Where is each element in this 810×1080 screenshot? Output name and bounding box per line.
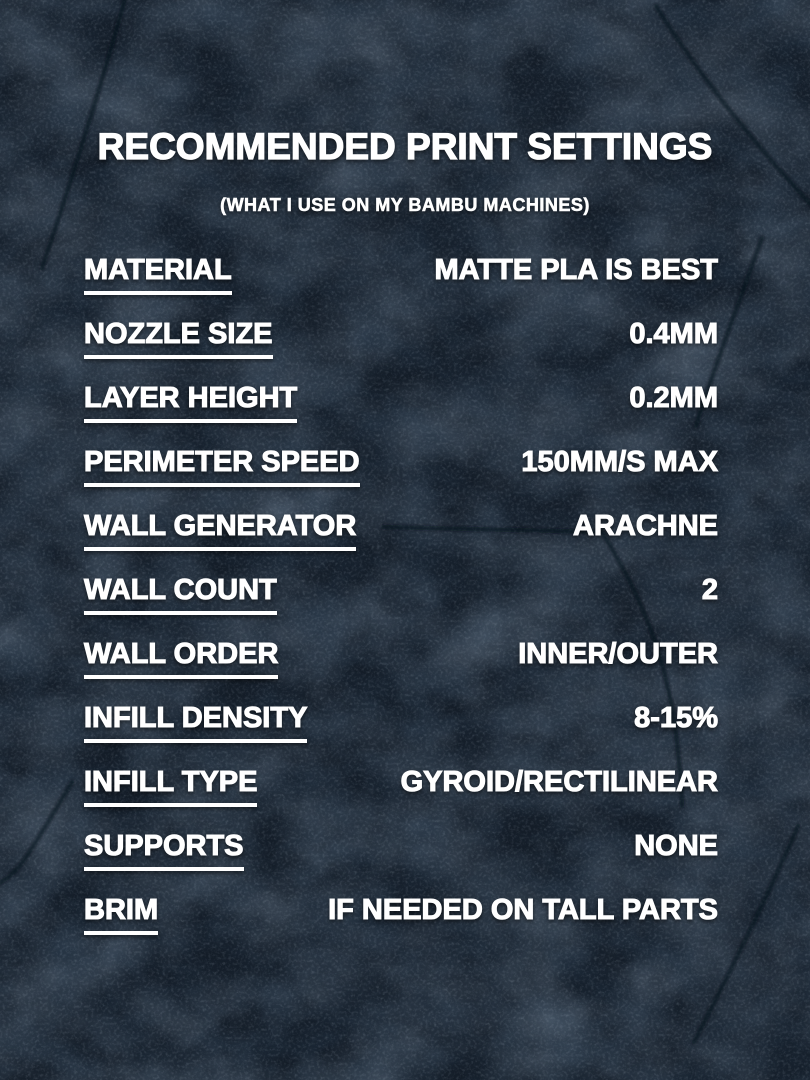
setting-value: 0.2MM <box>629 382 718 414</box>
page-title: RECOMMENDED PRINT SETTINGS <box>97 126 713 167</box>
setting-value: 0.4MM <box>629 318 718 350</box>
setting-label: WALL COUNT <box>84 576 277 615</box>
setting-row <box>84 640 718 679</box>
setting-value: NONE <box>634 830 718 862</box>
setting-row <box>84 448 718 487</box>
setting-row <box>84 256 718 295</box>
setting-value: IF NEEDED ON TALL PARTS <box>328 894 718 926</box>
setting-row <box>84 832 718 871</box>
setting-value: 150MM/S MAX <box>521 446 718 478</box>
setting-value: GYROID/RECTILINEAR <box>400 766 718 798</box>
setting-label: BRIM <box>84 896 158 935</box>
setting-label: INFILL DENSITY <box>84 704 307 743</box>
page-subtitle: (WHAT I USE ON MY BAMBU MACHINES) <box>220 195 590 215</box>
setting-label: WALL GENERATOR <box>84 512 356 551</box>
setting-label: NOZZLE SIZE <box>84 320 273 359</box>
setting-label: SUPPORTS <box>84 832 244 871</box>
setting-label: PERIMETER SPEED <box>84 448 360 487</box>
setting-label: MATERIAL <box>84 256 232 295</box>
setting-label: LAYER HEIGHT <box>84 384 297 423</box>
setting-row <box>84 512 718 551</box>
setting-value: INNER/OUTER <box>518 638 718 670</box>
settings-list <box>0 256 810 935</box>
setting-row <box>84 384 718 423</box>
setting-row <box>84 768 718 807</box>
setting-value: 2 <box>701 574 718 606</box>
setting-row <box>84 576 718 615</box>
setting-value: ARACHNE <box>573 510 718 542</box>
setting-value: MATTE PLA IS BEST <box>434 254 718 286</box>
setting-label: WALL ORDER <box>84 640 278 679</box>
setting-row <box>84 704 718 743</box>
setting-value: 8-15% <box>634 702 718 734</box>
setting-label: INFILL TYPE <box>84 768 257 807</box>
setting-row <box>84 320 718 359</box>
setting-row <box>84 896 718 935</box>
